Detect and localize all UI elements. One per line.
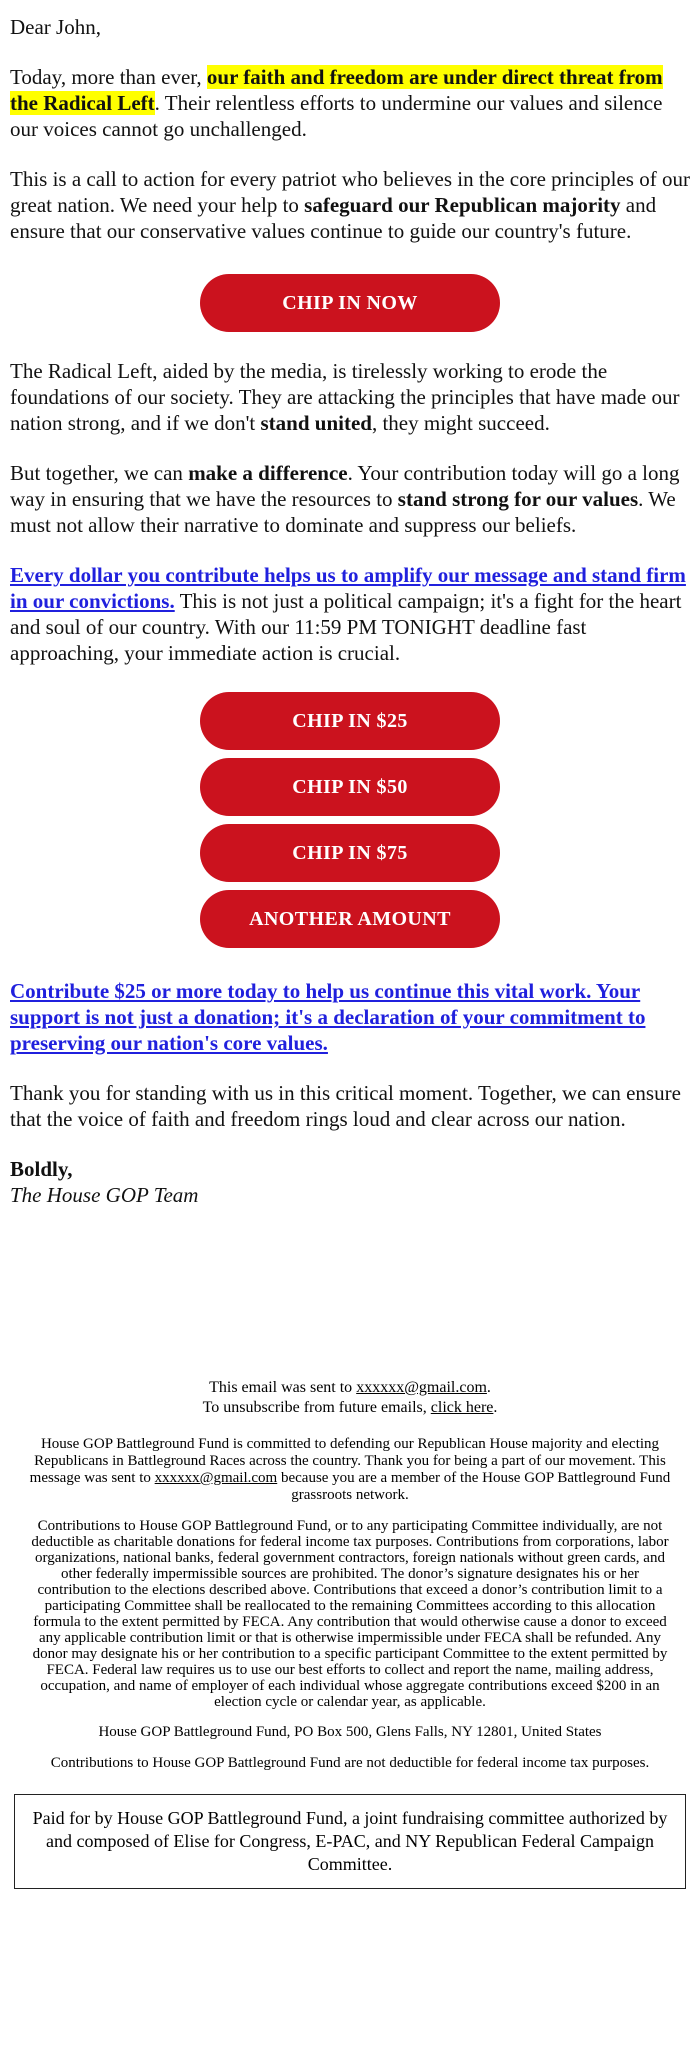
paragraph-radical-pre: The Radical Left, aided by the media, is tirelessly working to erode the foundations of our society. They are attacking the principles that have made our nation strong, and if we don't	[10, 359, 680, 435]
paragraph-together-s2: . Your contribution today will go a long way in ensuring that we have the resources to	[10, 461, 680, 511]
paragraph-together	[10, 460, 690, 538]
paragraph-radical-left	[10, 358, 690, 436]
paragraph-call-pre: This is a call to action for every patriot who believes in the core principles of our great nation. We need your help to	[10, 167, 690, 217]
footer-deductible-line: Contributions to House GOP Battleground Fund are not deductible for federal income tax purposes.	[50, 1755, 650, 1771]
paragraph-together-s4: . We must not allow their narrative to dominate and suppress our beliefs.	[10, 487, 676, 537]
footer-about-post: because you are a member of the House GOP Battleground Fund grassroots network.	[277, 1470, 671, 1503]
footer-legal-paragraph: Contributions to House GOP Battleground Fund, or to any participating Committee individually, are not deductible as charitable donations for federal income tax purposes. Contributions from corporations, labor organizations, national banks, federal government contractors, foreign nationals without green cards, and other federally impermissible sources are prohibited. The donor’s signature designates his or her contribution to the elections described above. Contributions that exceed a donor’s contribution limit to a participating Committee shall be reallocated to the remaining Committees according to this allocation formula to the extent permitted by FECA. Any contribution that would otherwise cause a donor to exceed any applicable contribution limit or that is otherwise impermissible under FECA shall be refunded. Any donor may designate his or her contribution to a specific participant Committee to the extent permitted by FECA. Federal law requires us to use our best efforts to collect and report the name, mailing address, occupation, and name of employer of each individual whose aggregate contributions exceed $200 in an election cycle or calendar year, as applicable.	[31, 1518, 669, 1710]
bold-stand-united: stand united	[260, 411, 372, 435]
sent-line-post: .	[486, 1379, 491, 1396]
footer-about-pre: House GOP Battleground Fund is committed to defending our Republican House majority and electing Republicans in Battleground Races across the country. Thank you for being a part of our movement. This message was sent to	[29, 1436, 666, 1486]
paragraph-call-to-action	[10, 166, 690, 244]
email-main-copy	[10, 14, 690, 1208]
paragraph-threat	[10, 64, 690, 142]
footer-address-line: House GOP Battleground Fund, PO Box 500, Glens Falls, NY 12801, United States	[98, 1724, 602, 1740]
bold-safeguard-majority: safeguard our Republican majority	[304, 193, 621, 217]
paid-for-disclaimer-box: Paid for by House GOP Battleground Fund, a joint fundraising committee authorized by and composed of Elise for Congress, E-PAC, and NY Republican Federal Campaign Committee.	[14, 1794, 686, 1889]
unsubscribe-link[interactable]: click here	[430, 1399, 494, 1416]
chip-in-now-button-row	[10, 274, 690, 332]
bold-make-a-difference: make a difference	[188, 461, 348, 485]
email-footer	[10, 1378, 690, 1889]
footer-about-email-link[interactable]: xxxxxx@gmail.com	[154, 1470, 278, 1486]
chip-in-75-button[interactable]: CHIP IN $75	[200, 824, 500, 882]
greeting: Dear John,	[10, 15, 101, 39]
every-dollar-link[interactable]: Every dollar you contribute helps us to amplify our message and stand firm in our convictions.	[10, 563, 686, 613]
sent-email-link[interactable]: xxxxxx@gmail.com	[356, 1379, 487, 1396]
paragraph-together-s0: But together, we can	[10, 461, 189, 485]
sent-line-pre: This email was sent to	[209, 1379, 357, 1396]
paragraph-thanks: Thank you for standing with us in this critical moment. Together, we can ensure that the voice of faith and freedom rings loud and clear across our nation.	[10, 1081, 681, 1131]
paragraph-call-post: and ensure that our conservative values continue to guide our country's future.	[10, 193, 657, 243]
paragraph-every-dollar-rest: This is not just a political campaign; it's a fight for the heart and soul of our country. With our 11:59 PM TONIGHT deadline fast approaching, your immediate action is crucial.	[10, 589, 682, 665]
unsubscribe-line-post: .	[493, 1399, 498, 1416]
unsubscribe-line-pre: To unsubscribe from future emails,	[202, 1399, 431, 1416]
footer-gap	[10, 1232, 690, 1378]
chip-in-25-button[interactable]: CHIP IN $25	[200, 692, 500, 750]
paragraph-threat-pre: Today, more than ever,	[10, 65, 207, 89]
another-amount-button[interactable]: ANOTHER AMOUNT	[200, 890, 500, 948]
paragraph-every-dollar	[10, 562, 690, 666]
contribute-25-link[interactable]: Contribute $25 or more today to help us continue this vital work. Your support is not just a donation; it's a declaration of your commitment to preserving our nation's core values.	[10, 979, 646, 1055]
amount-button-stack	[10, 692, 690, 948]
paragraph-contribute-link	[10, 978, 690, 1056]
chip-in-now-button[interactable]: CHIP IN NOW	[200, 274, 500, 332]
paragraph-radical-post: , they might succeed.	[371, 411, 550, 435]
highlighted-threat-text: our faith and freedom are under direct threat from the Radical Left	[10, 65, 663, 115]
footer-about-paragraph	[23, 1436, 678, 1504]
sent-unsubscribe-block	[10, 1378, 690, 1418]
signature-block	[10, 1156, 690, 1208]
chip-in-50-button[interactable]: CHIP IN $50	[200, 758, 500, 816]
paragraph-threat-post: . Their relentless efforts to undermine our values and silence our voices cannot go unchallenged.	[10, 91, 663, 141]
bold-stand-strong: stand strong for our values	[397, 487, 639, 511]
signature-closing: Boldly,	[10, 1157, 73, 1181]
signature-team: The House GOP Team	[10, 1183, 199, 1207]
